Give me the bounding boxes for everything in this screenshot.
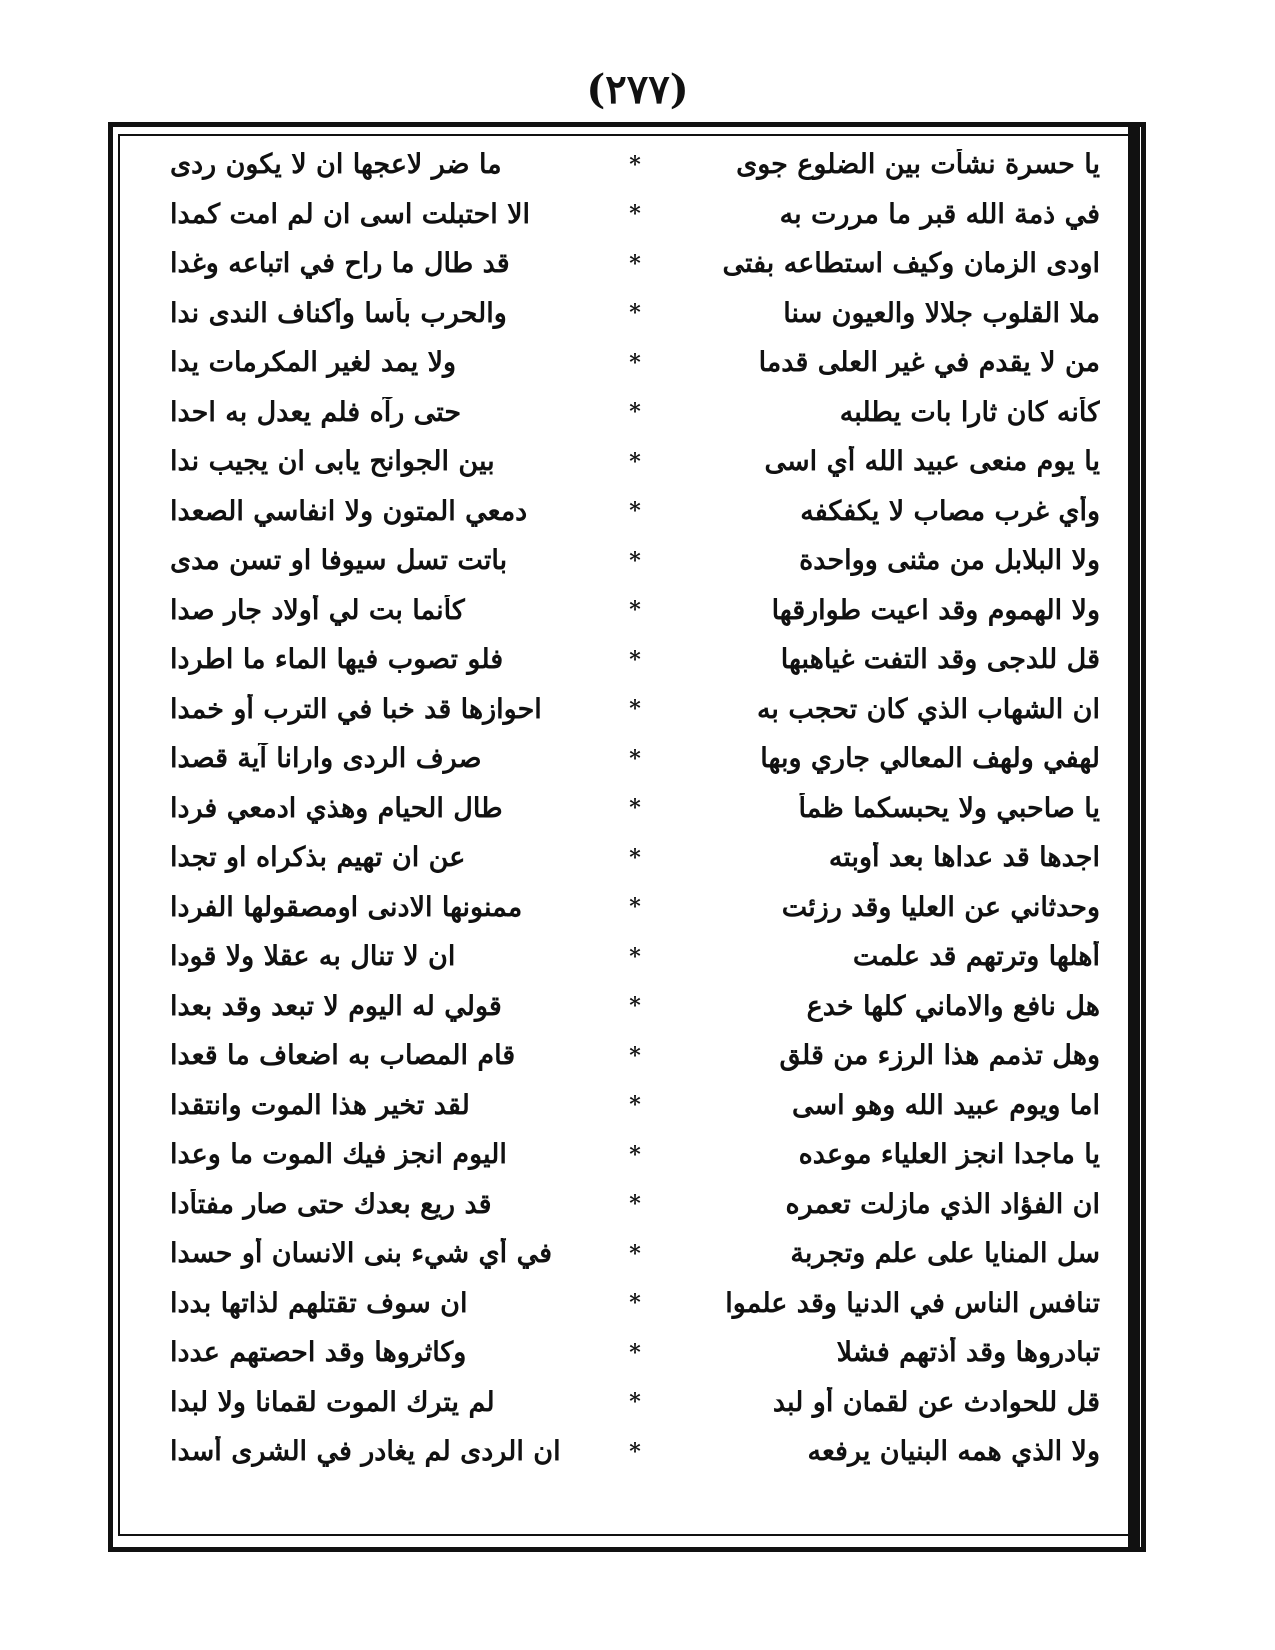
verse-separator-star: * bbox=[629, 1240, 641, 1267]
verse-separator-star: * bbox=[629, 151, 641, 178]
verse-separator-star: * bbox=[629, 1290, 641, 1317]
verse-separator-star: * bbox=[629, 1438, 641, 1465]
verse-separator-star: * bbox=[629, 1141, 641, 1168]
verse-separator-star: * bbox=[629, 1339, 641, 1366]
page-border-right-rule bbox=[1128, 124, 1140, 1550]
first-hemistich: يا صاحبي ولا يحبسكما ظمأ bbox=[798, 792, 1100, 824]
second-hemistich: ان سوف تقتلهم لذاتها بددا bbox=[170, 1287, 468, 1319]
first-hemistich: ان الشهاب الذي كان تحجب به bbox=[756, 693, 1100, 725]
verse-line bbox=[150, 586, 1100, 636]
first-hemistich: سل المنايا على علم وتجربة bbox=[790, 1238, 1100, 1270]
second-hemistich: لم يترك الموت لقمانا ولا لبدا bbox=[170, 1386, 495, 1418]
first-hemistich: اجدها قد عداها بعد أوبته bbox=[828, 842, 1100, 874]
verse-line bbox=[150, 784, 1100, 834]
second-hemistich: وكاثروها وقد احصتهم عددا bbox=[170, 1337, 467, 1369]
first-hemistich: يا يوم منعى عبيد الله أي اسى bbox=[764, 446, 1100, 478]
first-hemistich: يا ماجدا انجز العلياء موعده bbox=[798, 1139, 1100, 1171]
first-hemistich: اما ويوم عبيد الله وهو اسى bbox=[792, 1089, 1100, 1121]
verse-line bbox=[150, 734, 1100, 784]
verse-line bbox=[150, 685, 1100, 735]
second-hemistich: قد ريع بعدك حتى صار مفتأدا bbox=[170, 1188, 492, 1220]
verse-line bbox=[150, 1130, 1100, 1180]
verse-line bbox=[150, 289, 1100, 339]
first-hemistich: قل للدجى وقد التفت غياهبها bbox=[780, 644, 1100, 676]
second-hemistich: دمعي المتون ولا انفاسي الصعدا bbox=[170, 495, 528, 527]
second-hemistich: في أي شيء بنى الانسان أو حسدا bbox=[170, 1238, 552, 1270]
first-hemistich: تبادروها وقد أذتهم فشلا bbox=[836, 1337, 1100, 1369]
second-hemistich: قولي له اليوم لا تبعد وقد بعدا bbox=[170, 990, 502, 1022]
verse-line bbox=[150, 1328, 1100, 1378]
first-hemistich: لهفي ولهف المعالي جاري وبها bbox=[760, 743, 1100, 775]
verse-line bbox=[150, 932, 1100, 982]
verse-separator-star: * bbox=[629, 448, 641, 475]
verse-separator-star: * bbox=[629, 745, 641, 772]
first-hemistich: وهل تذمم هذا الرزء من قلق bbox=[779, 1040, 1100, 1072]
verse-separator-star: * bbox=[629, 844, 641, 871]
verse-separator-star: * bbox=[629, 1092, 641, 1119]
verse-line bbox=[150, 388, 1100, 438]
second-hemistich: صرف الردى وارانا آية قصدا bbox=[170, 743, 482, 775]
second-hemistich: ان لا تنال به عقلا ولا قودا bbox=[170, 941, 456, 973]
verse-separator-star: * bbox=[629, 696, 641, 723]
verse-separator-star: * bbox=[629, 1191, 641, 1218]
second-hemistich: حتى رآه فلم يعدل به احدا bbox=[170, 396, 462, 428]
verse-line bbox=[150, 833, 1100, 883]
first-hemistich: وحدثاني عن العليا وقد رزئت bbox=[781, 891, 1100, 923]
verse-line bbox=[150, 239, 1100, 289]
verse-line bbox=[150, 1031, 1100, 1081]
verse-line bbox=[150, 635, 1100, 685]
second-hemistich: ولا يمد لغير المكرمات يدا bbox=[170, 347, 457, 379]
first-hemistich: في ذمة الله قبر ما مررت به bbox=[779, 198, 1100, 230]
verse-separator-star: * bbox=[629, 943, 641, 970]
first-hemistich: وأي غرب مصاب لا يكفكفه bbox=[800, 495, 1100, 527]
verse-line bbox=[150, 190, 1100, 240]
verse-line bbox=[150, 1081, 1100, 1131]
first-hemistich: يا حسرة نشأت بين الضلوع جوى bbox=[736, 149, 1100, 181]
verse-separator-star: * bbox=[629, 646, 641, 673]
verse-line bbox=[150, 487, 1100, 537]
first-hemistich: ولا الذي همه البنيان يرفعه bbox=[807, 1436, 1100, 1468]
verse-separator-star: * bbox=[629, 547, 641, 574]
verse-line bbox=[150, 1229, 1100, 1279]
second-hemistich: قام المصاب به اضعاف ما قعدا bbox=[170, 1040, 516, 1072]
second-hemistich: بين الجوانح يابى ان يجيب ندا bbox=[170, 446, 495, 478]
second-hemistich: ان الردى لم يغادر في الشرى أسدا bbox=[170, 1436, 561, 1468]
second-hemistich: فلو تصوب فيها الماء ما اطردا bbox=[170, 644, 504, 676]
first-hemistich: اودى الزمان وكيف استطاعه بفتى bbox=[722, 248, 1100, 280]
second-hemistich: ما ضر لاعجها ان لا يكون ردى bbox=[170, 149, 502, 181]
first-hemistich: ولا الهموم وقد اعيت طوارقها bbox=[771, 594, 1100, 626]
second-hemistich: طال الحيام وهذي ادمعي فردا bbox=[170, 792, 503, 824]
verse-line bbox=[150, 437, 1100, 487]
second-hemistich: الا احتبلت اسى ان لم امت كمدا bbox=[170, 198, 531, 230]
first-hemistich: قل للحوادث عن لقمان أو لبد bbox=[772, 1386, 1100, 1418]
verse-line bbox=[150, 536, 1100, 586]
second-hemistich: والحرب بأسا وأكناف الندى ندا bbox=[170, 297, 507, 329]
second-hemistich: عن ان تهيم بذكراه او تجدا bbox=[170, 842, 466, 874]
verse-separator-star: * bbox=[629, 894, 641, 921]
verse-line bbox=[150, 883, 1100, 933]
second-hemistich: اليوم انجز فيك الموت ما وعدا bbox=[170, 1139, 507, 1171]
second-hemistich: ممنونها الادنى اومصقولها الفردا bbox=[170, 891, 523, 923]
page-number: (٢٧٧) bbox=[586, 66, 689, 113]
second-hemistich: لقد تخير هذا الموت وانتقدا bbox=[170, 1089, 470, 1121]
verse-separator-star: * bbox=[629, 300, 641, 327]
verse-separator-star: * bbox=[629, 993, 641, 1020]
verse-line bbox=[150, 1180, 1100, 1230]
verse-separator-star: * bbox=[629, 250, 641, 277]
first-hemistich: ولا البلابل من مثنى وواحدة bbox=[799, 545, 1100, 577]
verse-separator-star: * bbox=[629, 1389, 641, 1416]
verse-separator-star: * bbox=[629, 795, 641, 822]
verse-line bbox=[150, 338, 1100, 388]
second-hemistich: كأنما بت لي أولاد جار صدا bbox=[170, 594, 465, 626]
second-hemistich: باتت تسل سيوفا او تسن مدى bbox=[170, 545, 508, 577]
second-hemistich: قد طال ما راح في اتباعه وغدا bbox=[170, 248, 510, 280]
first-hemistich: من لا يقدم في غير العلى قدما bbox=[758, 347, 1100, 379]
first-hemistich: كأنه كان ثارا بات يطلبه bbox=[839, 396, 1100, 428]
first-hemistich: تنافس الناس في الدنيا وقد علموا bbox=[725, 1287, 1100, 1319]
verse-separator-star: * bbox=[629, 399, 641, 426]
verse-line bbox=[150, 1427, 1100, 1477]
poem-body bbox=[150, 140, 1100, 1530]
verse-line bbox=[150, 1279, 1100, 1329]
first-hemistich: ملا القلوب جلالا والعيون سنا bbox=[783, 297, 1100, 329]
verse-line bbox=[150, 140, 1100, 190]
verse-separator-star: * bbox=[629, 201, 641, 228]
verse-separator-star: * bbox=[629, 349, 641, 376]
verse-line bbox=[150, 1378, 1100, 1428]
first-hemistich: هل نافع والاماني كلها خدع bbox=[806, 990, 1100, 1022]
second-hemistich: احوازها قد خبا في الترب أو خمدا bbox=[170, 693, 542, 725]
verse-separator-star: * bbox=[629, 1042, 641, 1069]
verse-separator-star: * bbox=[629, 498, 641, 525]
first-hemistich: ان الفؤاد الذي مازلت تعمره bbox=[785, 1188, 1100, 1220]
verse-line bbox=[150, 982, 1100, 1032]
verse-separator-star: * bbox=[629, 597, 641, 624]
first-hemistich: أهلها وترتهم قد علمت bbox=[852, 941, 1100, 973]
